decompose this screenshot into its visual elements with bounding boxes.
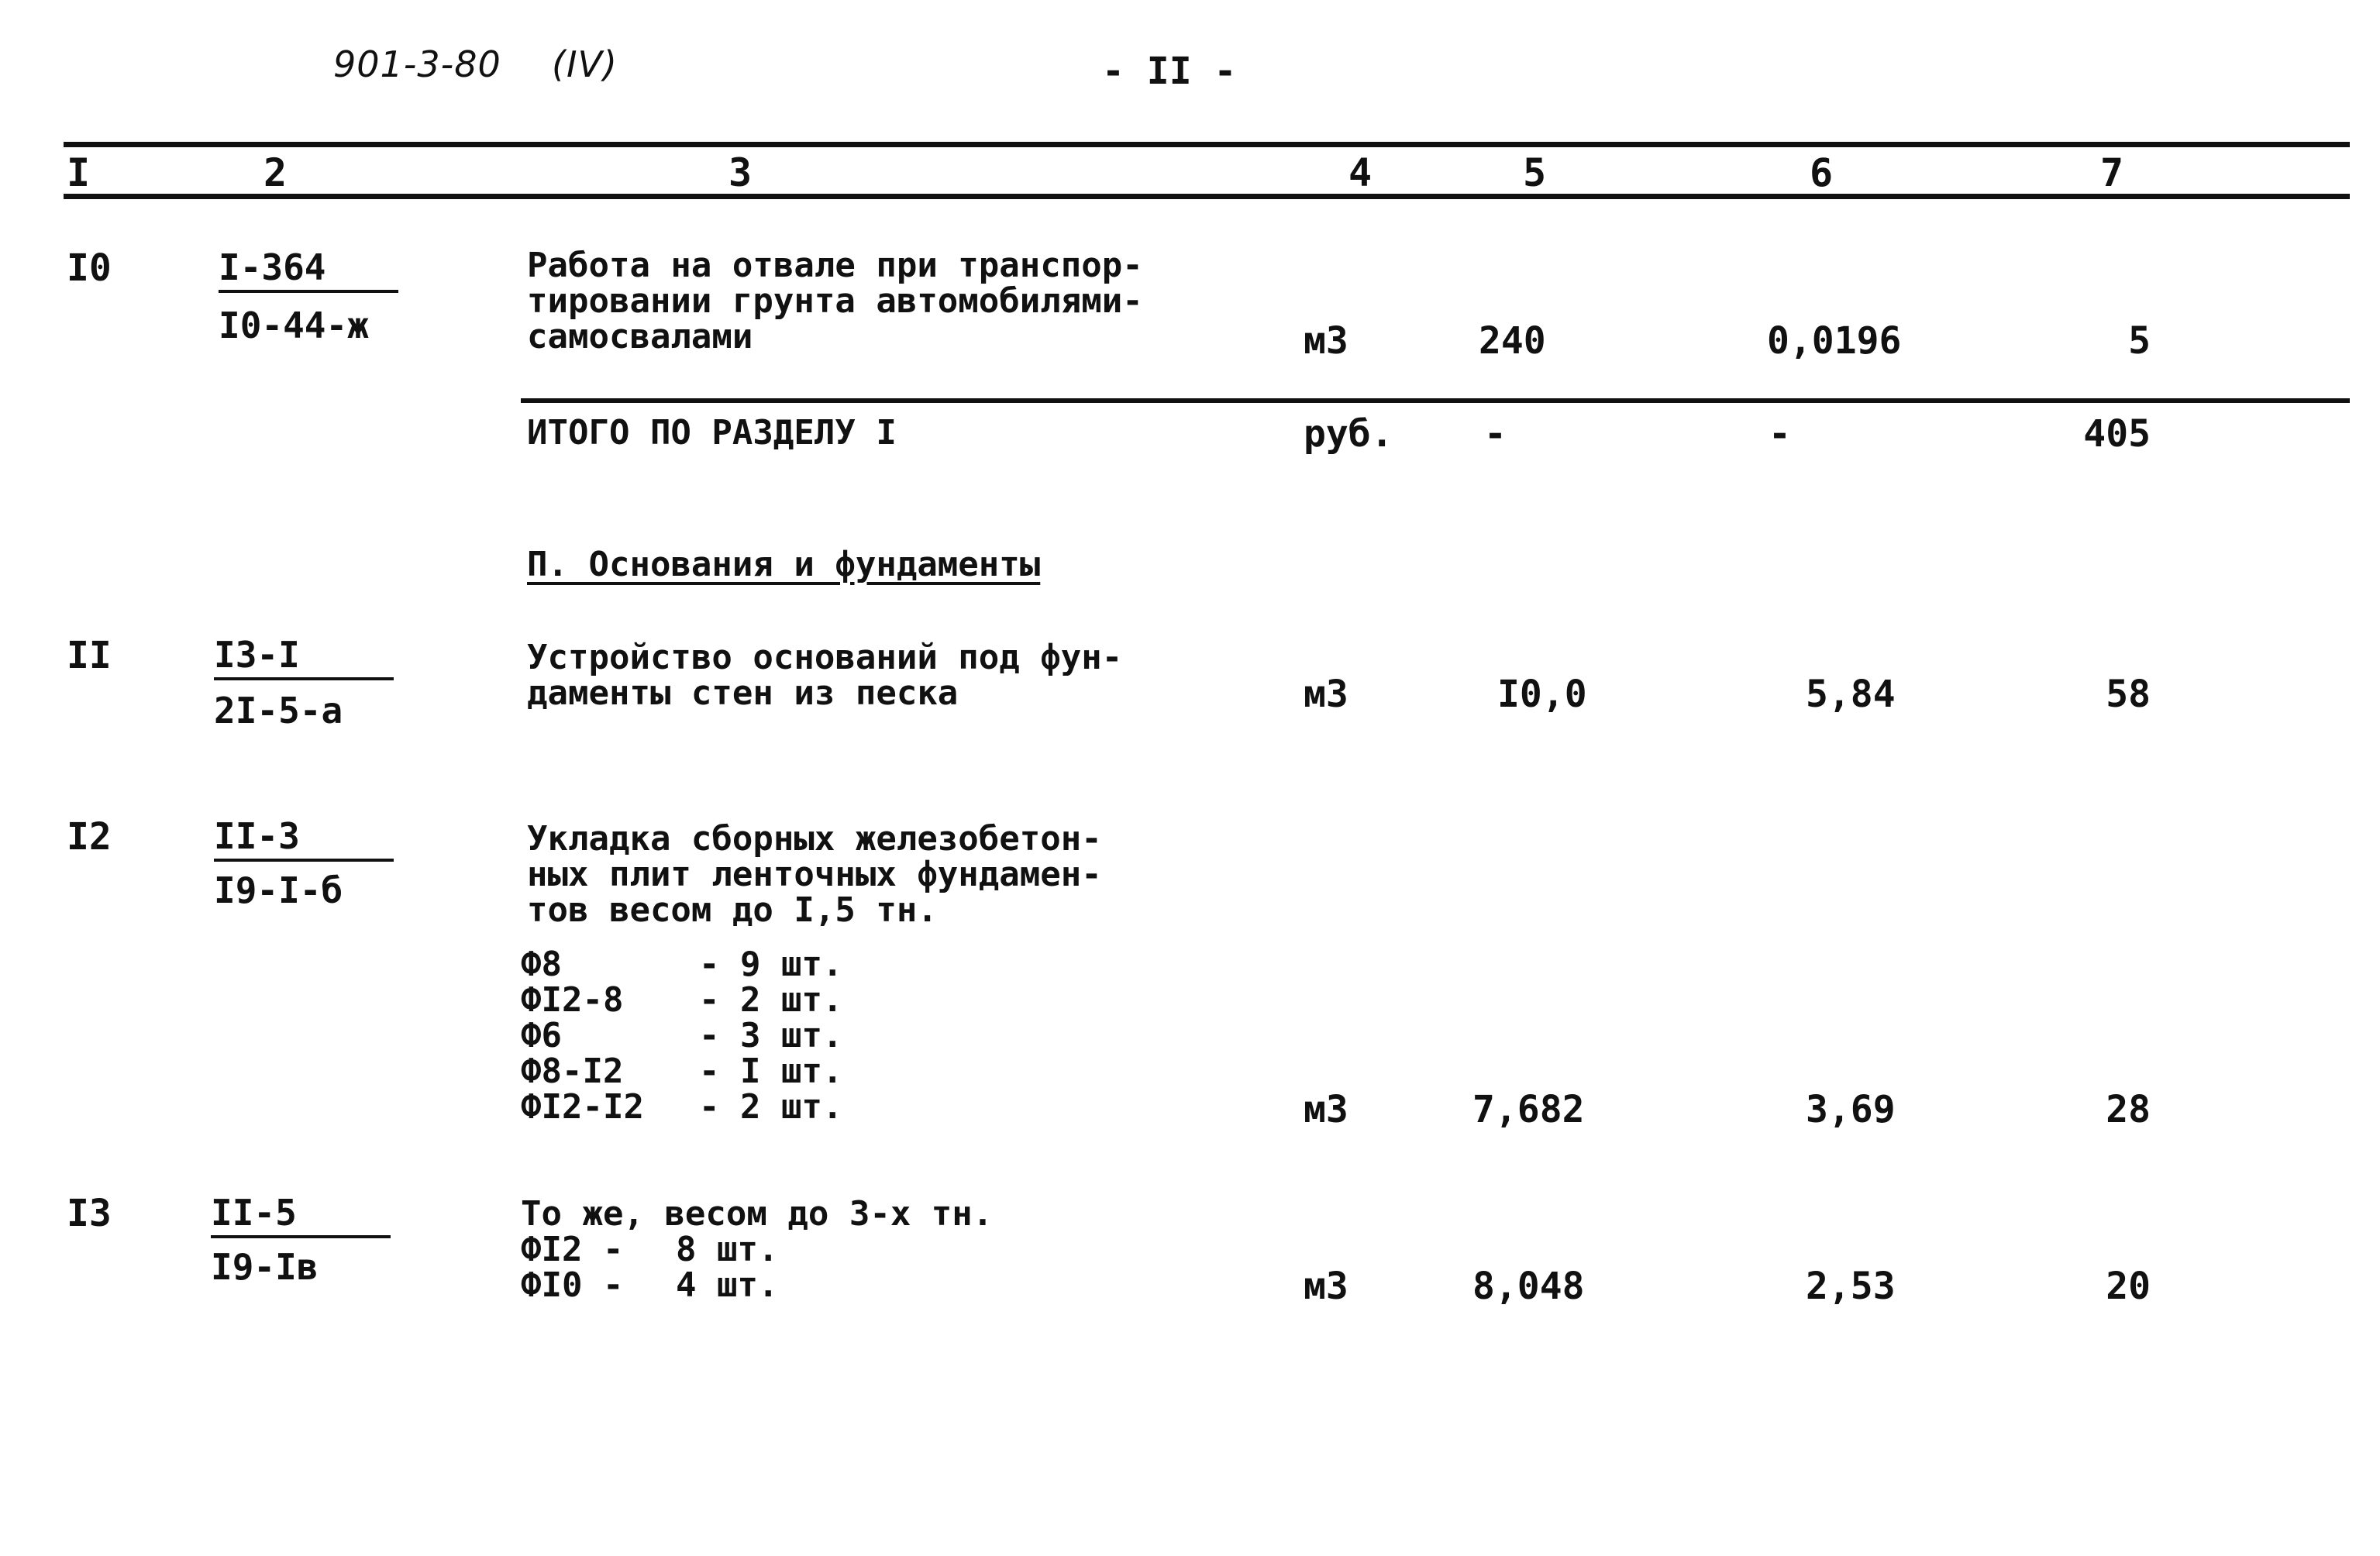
quantity: 8,048 [1472, 1265, 1585, 1308]
item-mark: Ф8 [521, 945, 562, 984]
subtotal-total: 405 [2083, 412, 2151, 456]
item-mark: Ф6 [521, 1016, 562, 1055]
unit: м3 [1304, 319, 1348, 363]
item-mark: ФI2 - [521, 1230, 624, 1269]
header-bottom-rule [64, 194, 2350, 199]
section-title: П. Основания и фундаменты [527, 545, 1041, 584]
norm-code-top: II-3 [214, 815, 394, 862]
row-number: I2 [67, 815, 112, 859]
description-line: То же, весом до 3-х тн. [521, 1194, 994, 1234]
description-line: самосвалами [527, 317, 753, 356]
document-code: 901-3-80 [333, 43, 501, 85]
item-quantity: - 3 шт. [699, 1016, 843, 1055]
row-number: I3 [67, 1192, 112, 1235]
description-line: тов весом до I,5 тн. [527, 890, 938, 930]
item-quantity: - 9 шт. [699, 945, 843, 984]
item-quantity: - 2 шт. [699, 1087, 843, 1127]
description-line: тировании грунта автомобилями- [527, 281, 1143, 321]
item-quantity: - 2 шт. [699, 980, 843, 1020]
description-line: даменты стен из песка [527, 673, 959, 713]
unit-price: 3,69 [1806, 1088, 1896, 1131]
norm-code-bottom: I9-Iв [211, 1246, 319, 1288]
page-number: - II - [1102, 50, 1237, 93]
unit-price: 5,84 [1806, 673, 1896, 716]
norm-code-top: II-5 [211, 1192, 391, 1238]
col-header-3: 3 [728, 150, 753, 195]
item-mark: ФI2-8 [521, 980, 624, 1020]
col-header-2: 2 [263, 150, 288, 195]
item-mark: ФI2-I2 [521, 1087, 644, 1127]
row-number: I0 [67, 246, 112, 290]
col-header-7: 7 [2100, 150, 2124, 195]
total-cost: 20 [2106, 1265, 2151, 1308]
col-header-6: 6 [1810, 150, 1834, 195]
unit-price: 2,53 [1806, 1265, 1896, 1308]
col-header-1: I [67, 150, 91, 195]
item-quantity: 8 шт. [676, 1230, 779, 1269]
description-line: Укладка сборных железобетон- [527, 819, 1102, 859]
norm-code-top: I3-I [214, 634, 394, 680]
unit: м3 [1304, 673, 1348, 716]
header-top-rule [64, 142, 2350, 147]
quantity: I0,0 [1497, 673, 1587, 716]
total-cost: 28 [2106, 1088, 2151, 1131]
unit-price: 0,0196 [1767, 319, 1902, 363]
item-mark: ФI0 - [521, 1265, 624, 1305]
subtotal-price: - [1769, 412, 1791, 456]
subtotal-rule [521, 398, 2350, 403]
norm-code-bottom: I9-I-б [214, 869, 343, 911]
item-mark: Ф8-I2 [521, 1052, 624, 1091]
quantity: 240 [1479, 319, 1546, 363]
norm-code-bottom: I0-44-ж [219, 305, 369, 346]
subtotal-label: ИТОГО ПО РАЗДЕЛУ I [527, 413, 897, 453]
item-quantity: - I шт. [699, 1052, 843, 1091]
norm-code-top: I-364 [219, 246, 398, 293]
quantity: 7,682 [1472, 1088, 1585, 1131]
document-volume: (IV) [552, 43, 618, 85]
subtotal-quantity: - [1484, 412, 1507, 456]
col-header-4: 4 [1348, 150, 1373, 195]
description-line: Работа на отвале при транспор- [527, 246, 1143, 285]
item-quantity: 4 шт. [676, 1265, 779, 1305]
description-line: Устройство оснований под фун- [527, 638, 1123, 677]
total-cost: 58 [2106, 673, 2151, 716]
subtotal-unit: руб. [1304, 412, 1393, 456]
row-number: II [67, 634, 112, 677]
total-cost: 5 [2128, 319, 2151, 363]
unit: м3 [1304, 1088, 1348, 1131]
unit: м3 [1304, 1265, 1348, 1308]
description-line: ных плит ленточных фундамен- [527, 855, 1102, 894]
col-header-5: 5 [1523, 150, 1547, 195]
norm-code-bottom: 2I-5-а [214, 690, 343, 732]
